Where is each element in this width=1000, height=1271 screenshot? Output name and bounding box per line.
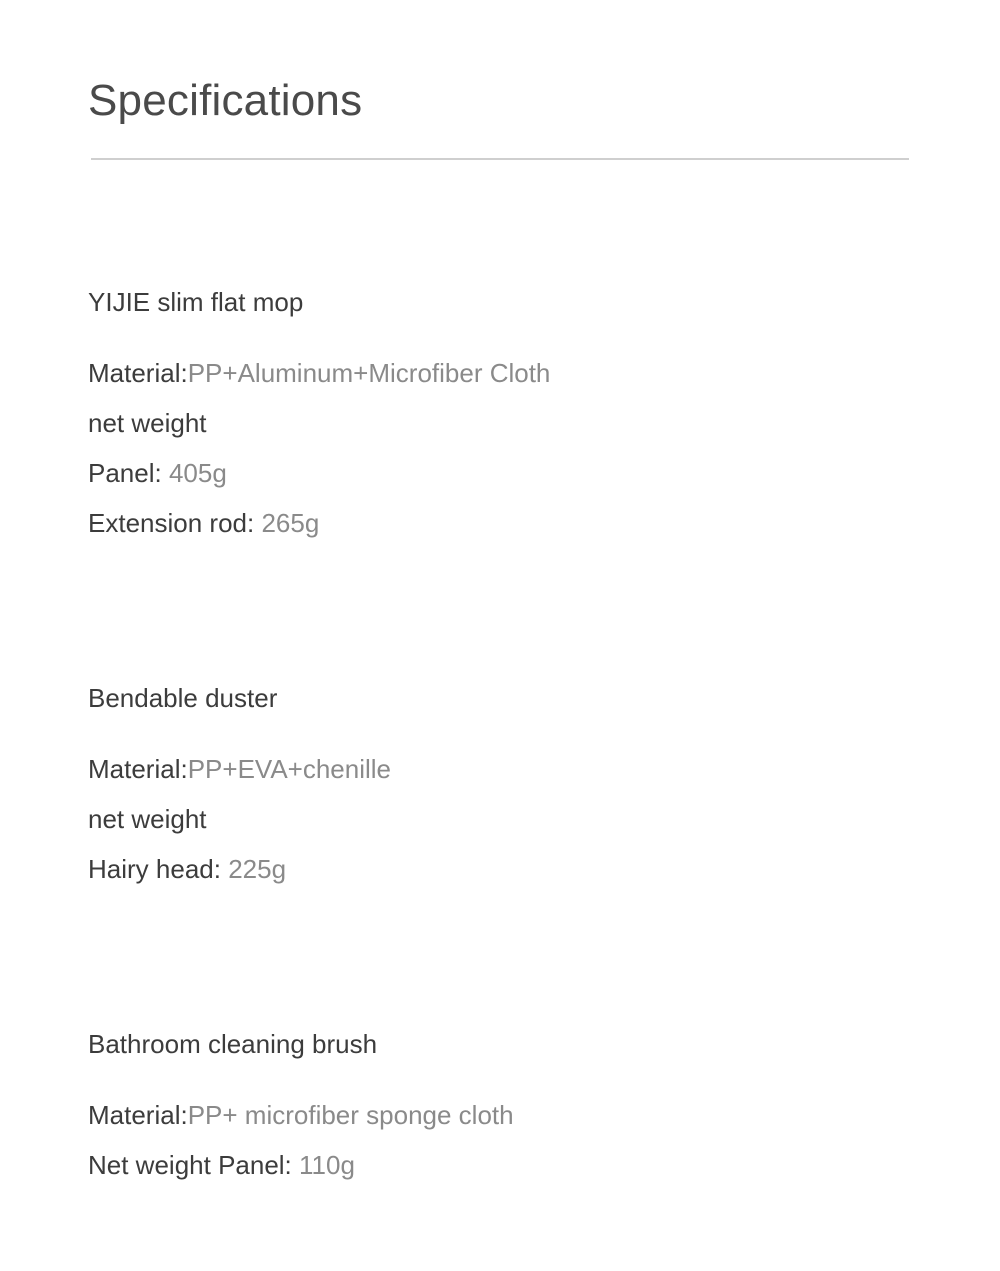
section-heading: Bathroom cleaning brush (88, 1029, 378, 1059)
spec-label: net weight (88, 804, 207, 834)
spec-label: Material: (88, 754, 188, 784)
spec-row-net-weight (88, 794, 908, 844)
title-divider (91, 158, 909, 160)
spec-value: PP+EVA+chenille (187, 754, 392, 784)
spec-section-duster (88, 681, 908, 894)
spec-row-hairy-head (88, 844, 908, 894)
spec-value: 405g (168, 458, 227, 488)
spec-list (88, 744, 908, 894)
spec-label: Extension rod: (88, 508, 262, 538)
spec-row-material (88, 744, 908, 794)
spec-row-material (88, 1090, 908, 1140)
spec-label: Hairy head: (88, 854, 229, 884)
spec-value: PP+ microfiber sponge cloth (187, 1100, 514, 1130)
section-heading: Bendable duster (88, 683, 278, 713)
spec-list (88, 348, 908, 548)
spec-row-extension-rod (88, 498, 908, 548)
spec-row-panel (88, 448, 908, 498)
spec-label: Net weight Panel: (88, 1150, 300, 1180)
spec-section-flat-mop (88, 285, 908, 548)
spec-value: PP+Aluminum+Microfiber Cloth (187, 358, 551, 388)
section-heading: YIJIE slim flat mop (88, 287, 304, 317)
spec-label: Panel: (88, 458, 169, 488)
spec-value: 110g (299, 1150, 355, 1180)
spec-label: net weight (88, 408, 207, 438)
spec-value: 265g (261, 508, 320, 538)
spec-row-net-weight-panel (88, 1140, 908, 1190)
spec-list (88, 1090, 908, 1190)
spec-value: 225g (228, 854, 287, 884)
spec-section-bathroom-brush (88, 1027, 908, 1190)
spec-row-material (88, 348, 908, 398)
spec-label: Material: (88, 1100, 188, 1130)
spec-label: Material: (88, 358, 188, 388)
page-title: Specifications (88, 76, 363, 125)
spec-row-net-weight (88, 398, 908, 448)
